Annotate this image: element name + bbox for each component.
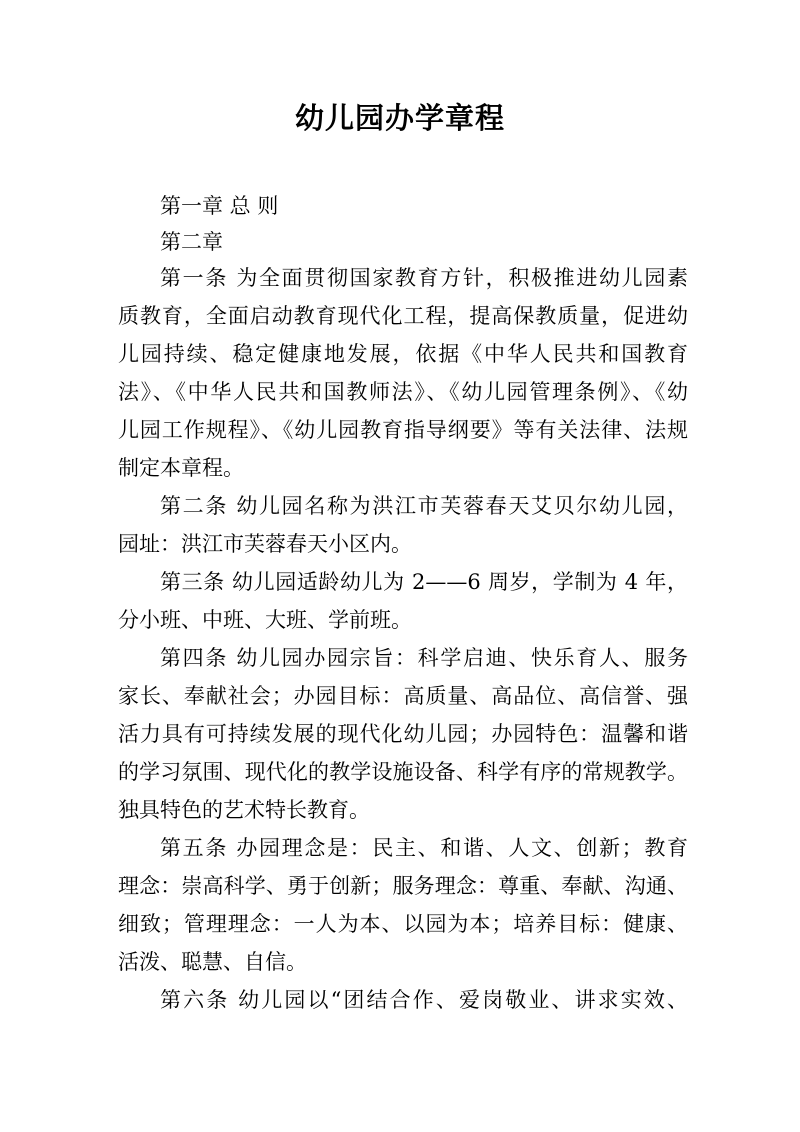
article-line: 儿园持续、稳定健康地发展，依据《中华人民共和国教育 bbox=[118, 342, 688, 366]
chapter-heading: 第一章 总 则 bbox=[160, 194, 279, 218]
article-line: 制定本章程。 bbox=[118, 456, 244, 480]
article-line: 的学习氛围、现代化的教学设施设备、科学有序的常规教学。 bbox=[118, 760, 688, 784]
article-line: 家长、奉献社会；办园目标：高质量、高品位、高信誉、强 bbox=[118, 684, 688, 708]
chapter-heading: 第二章 bbox=[160, 230, 223, 254]
article-line: 园址：洪江市芙蓉春天小区内。 bbox=[118, 532, 412, 556]
article-line: 第四条 幼儿园办园宗旨：科学启迪、快乐育人、服务 bbox=[160, 646, 688, 670]
article-line: 第二条 幼儿园名称为洪江市芙蓉春天艾贝尔幼儿园， bbox=[160, 494, 688, 518]
article-line: 第五条 办园理念是：民主、和谐、人文、创新；教育 bbox=[160, 836, 688, 860]
article-line: 细致；管理理念：一人为本、以园为本；培养目标：健康、 bbox=[118, 912, 688, 936]
article-line: 第一条 为全面贯彻国家教育方针，积极推进幼儿园素 bbox=[160, 266, 688, 290]
article-line: 分小班、中班、大班、学前班。 bbox=[118, 608, 412, 632]
article-line: 活力具有可持续发展的现代化幼儿园；办园特色：温馨和谐 bbox=[118, 722, 688, 746]
article-line: 质教育，全面启动教育现代化工程，提高保教质量，促进幼 bbox=[118, 304, 688, 328]
article-line: 第三条 幼儿园适龄幼儿为 2——6 周岁，学制为 4 年， bbox=[160, 570, 688, 594]
article-line: 第六条 幼儿园以“团结合作、爱岗敬业、讲求实效、 bbox=[160, 988, 688, 1012]
article-line: 理念：崇高科学、勇于创新；服务理念：尊重、奉献、沟通、 bbox=[118, 874, 688, 898]
article-line: 活泼、聪慧、自信。 bbox=[118, 950, 307, 974]
document-title: 幼儿园办学章程 bbox=[294, 101, 505, 135]
article-line: 法》、《中华人民共和国教师法》、《幼儿园管理条例》、《幼 bbox=[118, 380, 688, 404]
article-line: 独具特色的艺术特长教育。 bbox=[118, 798, 370, 822]
article-line: 儿园工作规程》、《幼儿园教育指导纲要》等有关法律、法规 bbox=[118, 418, 688, 442]
